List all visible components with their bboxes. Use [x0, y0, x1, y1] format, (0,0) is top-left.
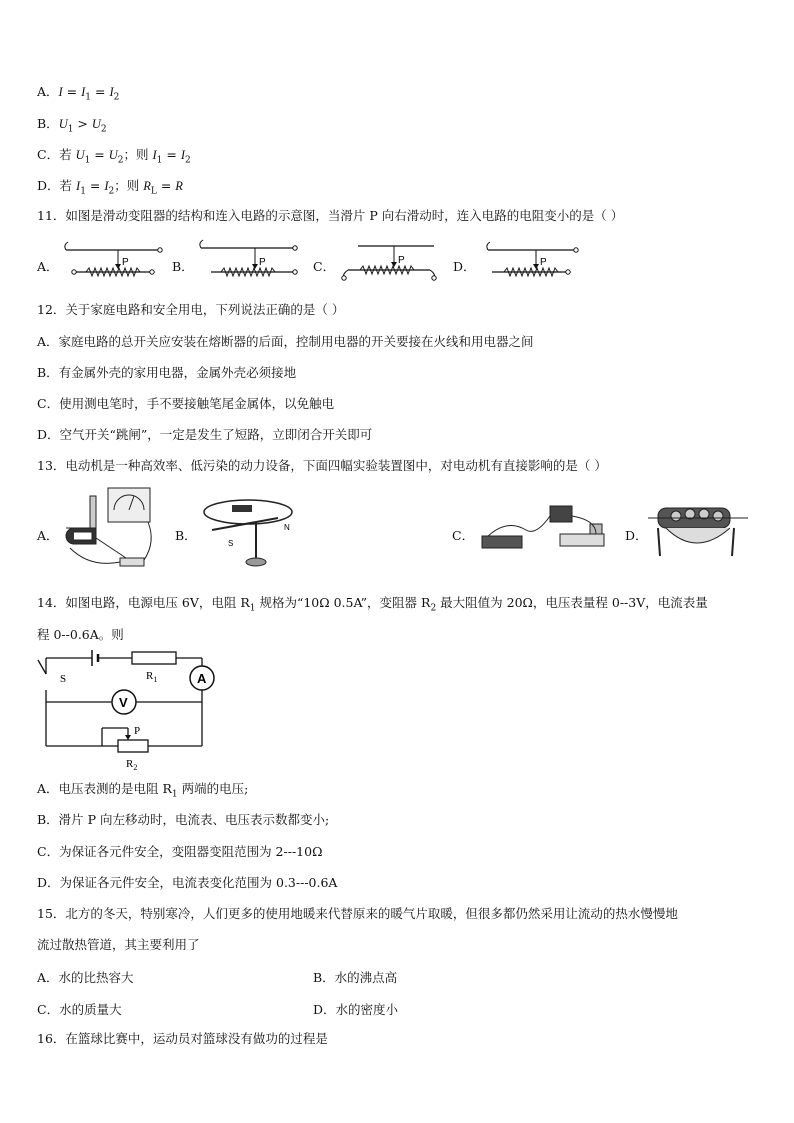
q11-label-c: C． — [313, 259, 336, 274]
q14-stem-line1: 14．如图电路，电源电压 6V，电阻 $R_1$ 规格为“10Ω 0.5A”，变阻器 $R_2$ 最大阻值为 20Ω，电压表量程 0--3V，电流表量 — [37, 595, 708, 614]
q13-figure-d — [648, 494, 750, 564]
q14-option-b: B．滑片 P 向左移动时，电流表、电压表示数都变小; — [37, 812, 330, 827]
q16-stem: 16．在篮球比赛中，运动员对篮球没有做功的过程是 — [37, 1031, 328, 1046]
q14-option-d: D．为保证各元件安全，电流表变化范围为 0.3---0.6A — [37, 875, 338, 890]
q15-option-c: C．水的质量大 — [37, 1002, 122, 1017]
q13-figure-a — [60, 486, 160, 580]
q12-option-d: D．空气开关“跳闸”，一定是发生了短路，立即闭合开关即可 — [37, 427, 373, 442]
q11-label-d: D． — [453, 259, 476, 274]
q15-option-b: B．水的沸点高 — [313, 970, 398, 985]
q11-label-b: B． — [172, 259, 194, 274]
q13-figure-c — [476, 498, 610, 560]
q11-rheostat-b — [197, 238, 307, 282]
q15-stem-line2: 流过散热管道，其主要利用了 — [37, 937, 200, 952]
q10-option-b: B．$U_1 > U_2$ — [37, 116, 107, 135]
q14-option-c: C．为保证各元件安全，变阻器变阻范围为 2---10Ω — [37, 844, 323, 859]
q14-stem-line2: 程 0--0.6A。则 — [37, 627, 124, 642]
q13-label-d: D． — [625, 528, 648, 543]
q12-stem: 12．关于家庭电路和安全用电，下列说法正确的是（ ） — [37, 302, 345, 317]
q11-rheostat-d — [478, 238, 588, 282]
q11-p-b: P — [259, 257, 266, 268]
svg-text:S: S — [228, 539, 234, 548]
q13-label-a: A． — [37, 528, 59, 543]
svg-text:V: V — [119, 695, 128, 710]
svg-text:R2: $R_2$ — [126, 758, 138, 770]
q11-p-c: P — [398, 255, 405, 266]
q11-rheostat-a — [62, 238, 172, 282]
q15-option-d: D．水的密度小 — [313, 1002, 399, 1017]
q12-option-c: C．使用测电笔时，手不要接触笔尾金属体，以免触电 — [37, 396, 335, 411]
q12-option-a: A．家庭电路的总开关应安装在熔断器的后面，控制用电器的开关要接在火线和用电器之间 — [37, 334, 534, 349]
q11-p-a: P — [122, 257, 129, 268]
q10-option-a: A．$I = I_1 = I_2$ — [37, 84, 120, 103]
q13-label-b: B． — [175, 528, 197, 543]
q14-circuit-diagram — [34, 646, 224, 770]
q15-stem-line1: 15．北方的冬天，特别寒冷，人们更多的使用地暖来代替原来的暖气片取暖，但很多都仍然采用让流动的热水慢慢地 — [37, 906, 678, 921]
q11-stem: 11．如图是滑动变阻器的结构和连入电路的示意图，当滑片 P 向右滑动时，连入电路的电阻变小的是（ ） — [37, 208, 624, 223]
q13-stem: 13．电动机是一种高效率、低污染的动力设备，下面四幅实验装置图中，对电动机有直接影响的是（ ） — [37, 458, 607, 473]
q10-option-c: C．若 $U_1 = U_2$；则 $I_1 = I_2$ — [37, 147, 191, 166]
q13-label-c: C． — [452, 528, 475, 543]
q12-option-b: B．有金属外壳的家用电器，金属外壳必须接地 — [37, 365, 297, 380]
q14-option-a: A．电压表测的是电阻 $R_1$ 两端的电压; — [37, 781, 249, 800]
q11-p-d: P — [540, 257, 547, 268]
q11-rheostat-c — [338, 238, 448, 282]
svg-text:S: S — [60, 673, 67, 685]
svg-text:P: P — [134, 725, 141, 737]
q11-label-a: A． — [37, 259, 59, 274]
q10-option-d: D．若 $I_1 = I_2$；则 $R_L = R$ — [37, 178, 183, 197]
svg-text:A: A — [197, 671, 207, 686]
q15-option-a: A．水的比热容大 — [37, 970, 134, 985]
svg-text:N: N — [284, 523, 290, 532]
q13-figure-b — [198, 494, 302, 574]
svg-text:R1: $R_1$ — [146, 670, 158, 684]
